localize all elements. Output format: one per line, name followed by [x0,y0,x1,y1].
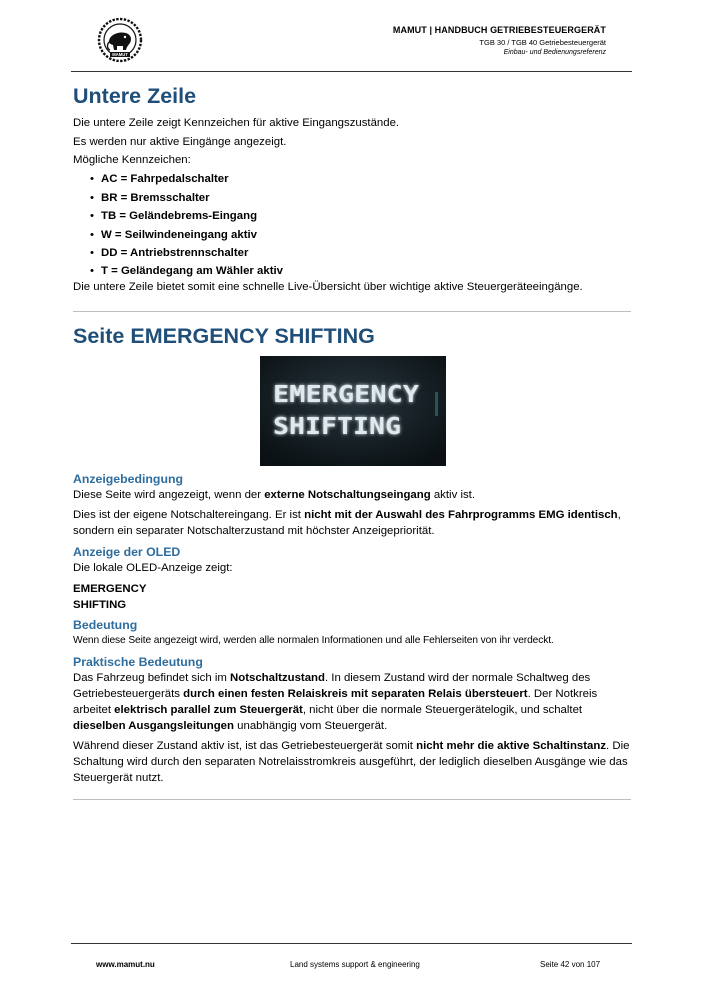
oled-text-line: EMERGENCY [73,582,147,595]
subheading-praktische-bedeutung: Praktische Bedeutung [73,654,203,669]
list-item: • T = Geländegang am Wähler aktiv [73,263,633,279]
footer-divider [71,943,632,944]
page-content [73,82,633,800]
subheading-bedeutung: Bedeutung [73,617,138,632]
svg-text:EMERGENCY: EMERGENCY [273,381,420,408]
list-item: • TB = Geländebrems-Eingang [73,207,633,226]
paragraph: Mögliche Kennzeichen: [73,154,191,166]
section-divider [73,799,631,800]
header-divider [71,71,632,72]
svg-text:MAMUT: MAMUT [112,52,128,58]
subheading-anzeige-oled: Anzeige der OLED [73,544,181,559]
oled-text-line: SHIFTING [73,598,127,611]
paragraph: Die lokale OLED-Anzeige zeigt: [73,561,233,574]
paragraph: Diese Seite wird angezeigt, wenn der externe Notschaltungseingang aktiv ist. [73,488,475,501]
footer-website: www.mamut.nu [96,960,155,969]
paragraph: Dies ist der eigene Notschaltereingang. Er ist nicht mit der Auswahl des Fahrprogramms EMG identisch, sondern ein separater Notschalterzustand mit höchster Anzeigepriorität. [73,508,621,537]
paragraph: Es werden nur aktive Eingänge angezeigt. [73,135,287,148]
paragraph: Wenn diese Seite angezeigt wird, werden alle normalen Informationen und alle Fehlerseiten von ihr verdeckt. [73,634,554,646]
subheading-anzeigebedingung: Anzeigebedingung [73,471,183,486]
list-item: • DD = Antriebstrennschalter [73,244,633,263]
section-heading-untere-zeile: Untere Zeile [73,84,197,108]
list-item: • AC = Fahrpedalschalter [73,170,633,189]
list-item: • BR = Bremsschalter [73,189,633,208]
document-header [393,25,606,56]
oled-display-photo [260,356,446,466]
indicator-list [73,170,633,279]
paragraph: Während dieser Zustand aktiv ist, ist das Getriebesteuergerät somit nicht mehr die aktive Schaltinstanz. Die Schaltung wird durch den separaten Notrelaisstromkreis ausgeführt, der lediglich dieselben Ausgänge wie das Steuergerät nutzt. [73,739,630,784]
paragraph: Die untere Zeile bietet somit eine schnelle Live-Übersicht über wichtige aktive Steuergeräteeingänge. [73,280,583,293]
footer-page-number: Seite 42 von 107 [540,960,601,969]
header-title: MAMUT | HANDBUCH GETRIEBESTEUERGERÄT [392,25,606,35]
section-heading-emergency: Seite EMERGENCY SHIFTING [73,323,375,348]
svg-text:SHIFTING: SHIFTING [273,413,401,440]
list-item: • W = Seilwindeneingang aktiv [73,226,633,245]
header-subtitle: TGB 30 / TGB 40 Getriebesteuergerät [479,38,606,47]
mamut-logo [95,17,145,63]
header-subtitle-italic: Einbau- und Bedienungsreferenz [503,49,606,56]
paragraph: Die untere Zeile zeigt Kennzeichen für aktive Eingangszustände. [73,117,400,129]
paragraph: Das Fahrzeug befindet sich im Notschaltzustand. In diesem Zustand wird der normale Schaltweg des Getriebesteuergeräts durch einen festen Relaiskreis mit separaten Relais übersteuert. Der Notkreis arbeitet elektrisch parallel zum Steuergerät, nicht über die normale Steuergerätelogik, und schaltet dieselben Ausgangsleitungen unabhängig vom Steuergerät. [73,671,598,732]
footer-tagline: Land systems support & engineering [290,960,420,969]
